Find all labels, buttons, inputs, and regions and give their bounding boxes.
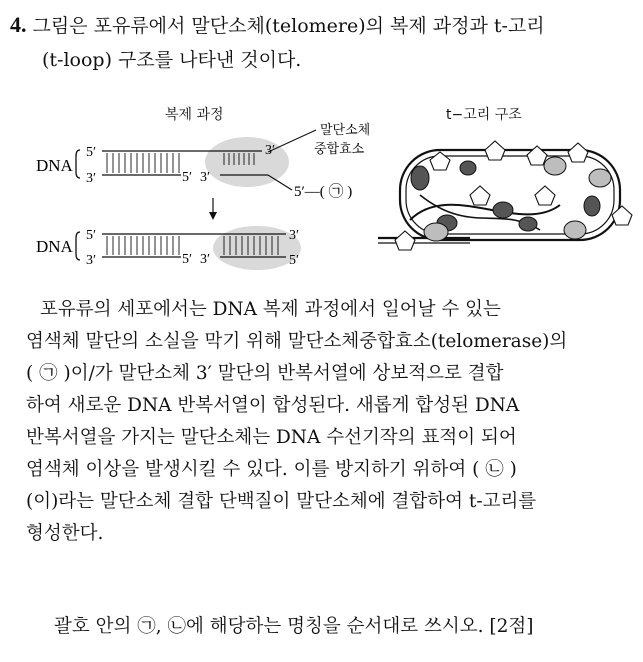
para-line-1: 포유류의 세포에서는 DNA 복제 과정에서 일어날 수 있는: [40, 299, 501, 320]
bottom-right-5p: 5′: [289, 253, 300, 268]
stem-line-1: 그림은 포유류에서 말단소체(telomere)의 복제 과정과 t-고리: [32, 15, 545, 37]
bottom-strand-3p: 3′: [86, 171, 97, 186]
para-line-7: (이)라는 말단소체 결합 단백질이 말단소체에 결합하여 t-고리를: [26, 491, 537, 512]
para-line-5: 반복서열을 가지는 말단소체는 DNA 수선기작의 표적이 되어: [26, 427, 517, 448]
bottom-gap-3p: 3′: [200, 252, 211, 267]
replication-top: [36, 122, 370, 220]
dna-label-bottom: DNA: [36, 237, 73, 256]
gap-3p: 3′: [200, 170, 211, 185]
bottom-right-3p: 3′: [289, 228, 300, 243]
para-line-3: ( ㉠ )이/가 말단소체 3′ 말단의 반복서열에 상보적으로 결합: [26, 363, 504, 384]
bottom-diagram-5p: 5′: [86, 228, 97, 243]
question-number: 4.: [10, 12, 27, 37]
blank-1-label: 5′—( ㉠ ): [294, 184, 353, 200]
enzyme-label-1: 말단소체: [320, 123, 371, 138]
tloop-figure-title: t−고리 구조: [446, 107, 522, 123]
bottom-diagram-3p: 3′: [86, 253, 97, 268]
body-paragraph: [26, 294, 626, 550]
para-line-8: 형성한다.: [26, 523, 104, 544]
top-strand-5p: 5′: [86, 145, 97, 160]
enzyme-label-2: 중합효소: [314, 142, 365, 157]
para-line-2: 염색체 말단의 소실을 막기 위해 말단소체중합효소(telomerase)의: [26, 331, 568, 352]
overhang-3p: 3′: [265, 143, 276, 158]
stem-line-2: (t-loop) 구조를 나타낸 것이다.: [42, 49, 302, 71]
replication-figure-title: 복제 과정: [165, 107, 224, 123]
dna-label-top: DNA: [36, 156, 73, 175]
t-loop-diagram: [378, 141, 632, 250]
gap-5p: 5′: [182, 170, 193, 185]
para-line-4: 하여 새로운 DNA 반복서열이 합성된다. 새롭게 합성된 DNA: [26, 395, 520, 416]
final-question: 괄호 안의 ㉠, ㉡에 해당하는 명칭을 순서대로 쓰시오. [2점]: [54, 616, 534, 637]
figure-svg: [0, 0, 643, 300]
telomerase-blob: [205, 137, 289, 187]
replication-bottom: [36, 226, 301, 270]
bottom-gap-5p: 5′: [182, 252, 193, 267]
para-line-6: 염색체 이상을 발생시킬 수 있다. 이를 방지하기 위하여 ( ㉡ ): [26, 459, 517, 480]
